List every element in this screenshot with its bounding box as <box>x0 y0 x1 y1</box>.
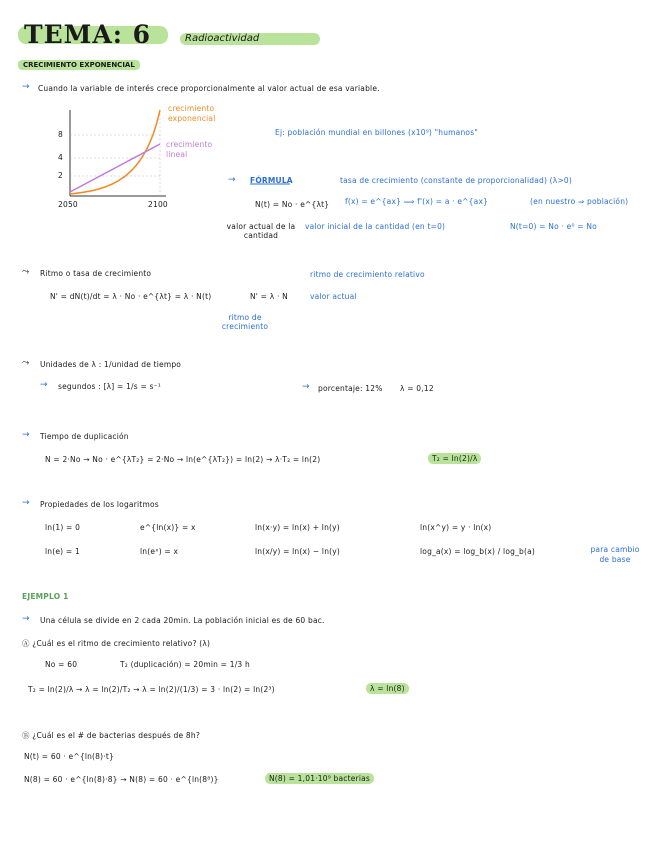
example-note: Ej: población mundial en billones (x10⁹) "humanos" <box>275 128 478 137</box>
arrow-icon: ⤳ <box>22 358 30 368</box>
units-percent-result: λ = 0,12 <box>400 384 434 393</box>
section-heading: CRECIMIENTO EXPONENCIAL <box>18 60 140 70</box>
log-rule: e^{ln(x)} = x <box>140 523 196 532</box>
log-rule: ln(x/y) = ln(x) − ln(y) <box>255 547 341 556</box>
question-a-text: ¿Cuál es el ritmo de crecimiento relativo? (λ) <box>32 639 211 648</box>
answer-b-line2: N(8) = 60 · e^{ln(8)·8} → N(8) = 60 · e^{ln(8⁸)} <box>24 775 219 784</box>
example-question-a <box>22 638 210 649</box>
rate-note-relative: ritmo de crecimiento relativo <box>310 270 425 279</box>
label-linear: crecimiento lineal <box>166 140 213 159</box>
log-rule: ln(x·y) = ln(x) + ln(y) <box>255 523 340 532</box>
doubling-result: T₂ = ln(2)/λ <box>428 453 481 464</box>
doubling-expr: N = 2·No → No · e^{λT₂} = 2·No → ln(e^{λT₂}) = ln(2) → λ·T₂ = ln(2) <box>45 455 321 464</box>
formula-current-label: valor actual de la cantidad <box>226 222 296 240</box>
units-percent: porcentaje: 12% <box>318 384 383 393</box>
example-title: EJEMPLO 1 <box>22 592 69 601</box>
arrow-icon: → <box>22 614 30 624</box>
rate-note-value: valor actual <box>310 292 357 301</box>
answer-a-result: λ = ln(8) <box>366 683 409 694</box>
units-seconds: segundos : [λ] = 1/s = s⁻¹ <box>58 382 162 391</box>
graph-ytick: 8 <box>58 130 63 139</box>
answer-a-work: T₂ = ln(2)/λ → λ = ln(2)/T₂ → λ = ln(2)/(1/3) = 3 · ln(2) = ln(2³) <box>28 685 275 694</box>
question-b-text: ¿Cuál es el # de bacterias después de 8h? <box>32 731 201 740</box>
formula-initial-note: valor inicial de la cantidad (en t=0) <box>305 222 446 231</box>
example-statement: Una célula se divide en 2 cada 20min. La población inicial es de 60 bac. <box>40 616 325 625</box>
rate-title: Ritmo o tasa de crecimiento <box>40 269 152 278</box>
rate-expr: N' = dN(t)/dt = λ · No · e^{λt} = λ · N(t) <box>50 292 212 301</box>
units-title: Unidades de λ : 1/unidad de tiempo <box>40 360 182 369</box>
rate-note-rate: ritmo de crecimiento <box>221 313 269 331</box>
arrow-icon: → <box>228 175 236 185</box>
formula-deriv: f(x) = e^{ax} ⟹ f'(x) = a · e^{ax} <box>345 197 489 206</box>
arrow-icon: → <box>22 498 30 508</box>
rate-simplified: N' = λ · N <box>250 292 288 301</box>
arrow-icon: → <box>40 380 48 390</box>
log-rule: ln(1) = 0 <box>45 523 81 532</box>
formula-rate-note: tasa de crecimiento (constante de proporcionalidad) (λ>0) <box>340 176 573 185</box>
formula-deriv-note: (en nuestro ⇒ población) <box>530 197 629 206</box>
formula-expr: N(t) = No · e^{λt} <box>255 200 330 209</box>
logs-title: Propiedades de los logaritmos <box>40 500 159 509</box>
graph-ytick: 4 <box>58 153 63 162</box>
page-title: TEMA: 6 <box>24 20 152 49</box>
log-rule: ln(x^y) = y · ln(x) <box>420 523 492 532</box>
given-no: No = 60 <box>45 660 78 669</box>
log-rule: ln(e) = 1 <box>45 547 80 556</box>
doubling-title: Tiempo de duplicación <box>40 432 129 441</box>
answer-b-result: N(8) = 1,01·10⁹ bacterias <box>265 773 374 784</box>
page-subtitle: Radioactividad <box>185 33 260 44</box>
arrow-icon: → <box>302 382 310 392</box>
graph-xtick: 2050 <box>58 200 78 209</box>
bullet-a-icon: Ⓐ <box>22 639 33 648</box>
graph-xtick: 2100 <box>148 200 168 209</box>
log-change-base-note: para cambio de base <box>590 545 640 564</box>
log-rule: log_a(x) = log_b(x) / log_b(a) <box>420 547 536 556</box>
linear-curve <box>70 144 160 192</box>
bullet-b-icon: Ⓑ <box>22 731 33 740</box>
given-t2: T₂ (duplicación) = 20min = 1/3 h <box>120 660 250 669</box>
formula-label: FÓRMULA <box>250 176 293 185</box>
label-exponential: crecimiento exponencial <box>168 104 216 123</box>
arrow-icon: → <box>22 82 30 92</box>
graph-ytick: 2 <box>58 171 63 180</box>
formula-initial-result: N(t=0) = No · e⁰ = No <box>510 222 597 231</box>
intro-text: Cuando la variable de interés crece proporcionalmente al valor actual de esa variable. <box>38 84 380 93</box>
arrow-icon: → <box>22 430 30 440</box>
arrow-icon: ⤳ <box>22 267 30 277</box>
log-rule: ln(eˣ) = x <box>140 547 179 556</box>
answer-b-line1: N(t) = 60 · e^{ln(8)·t} <box>24 752 114 761</box>
example-question-b <box>22 730 200 741</box>
